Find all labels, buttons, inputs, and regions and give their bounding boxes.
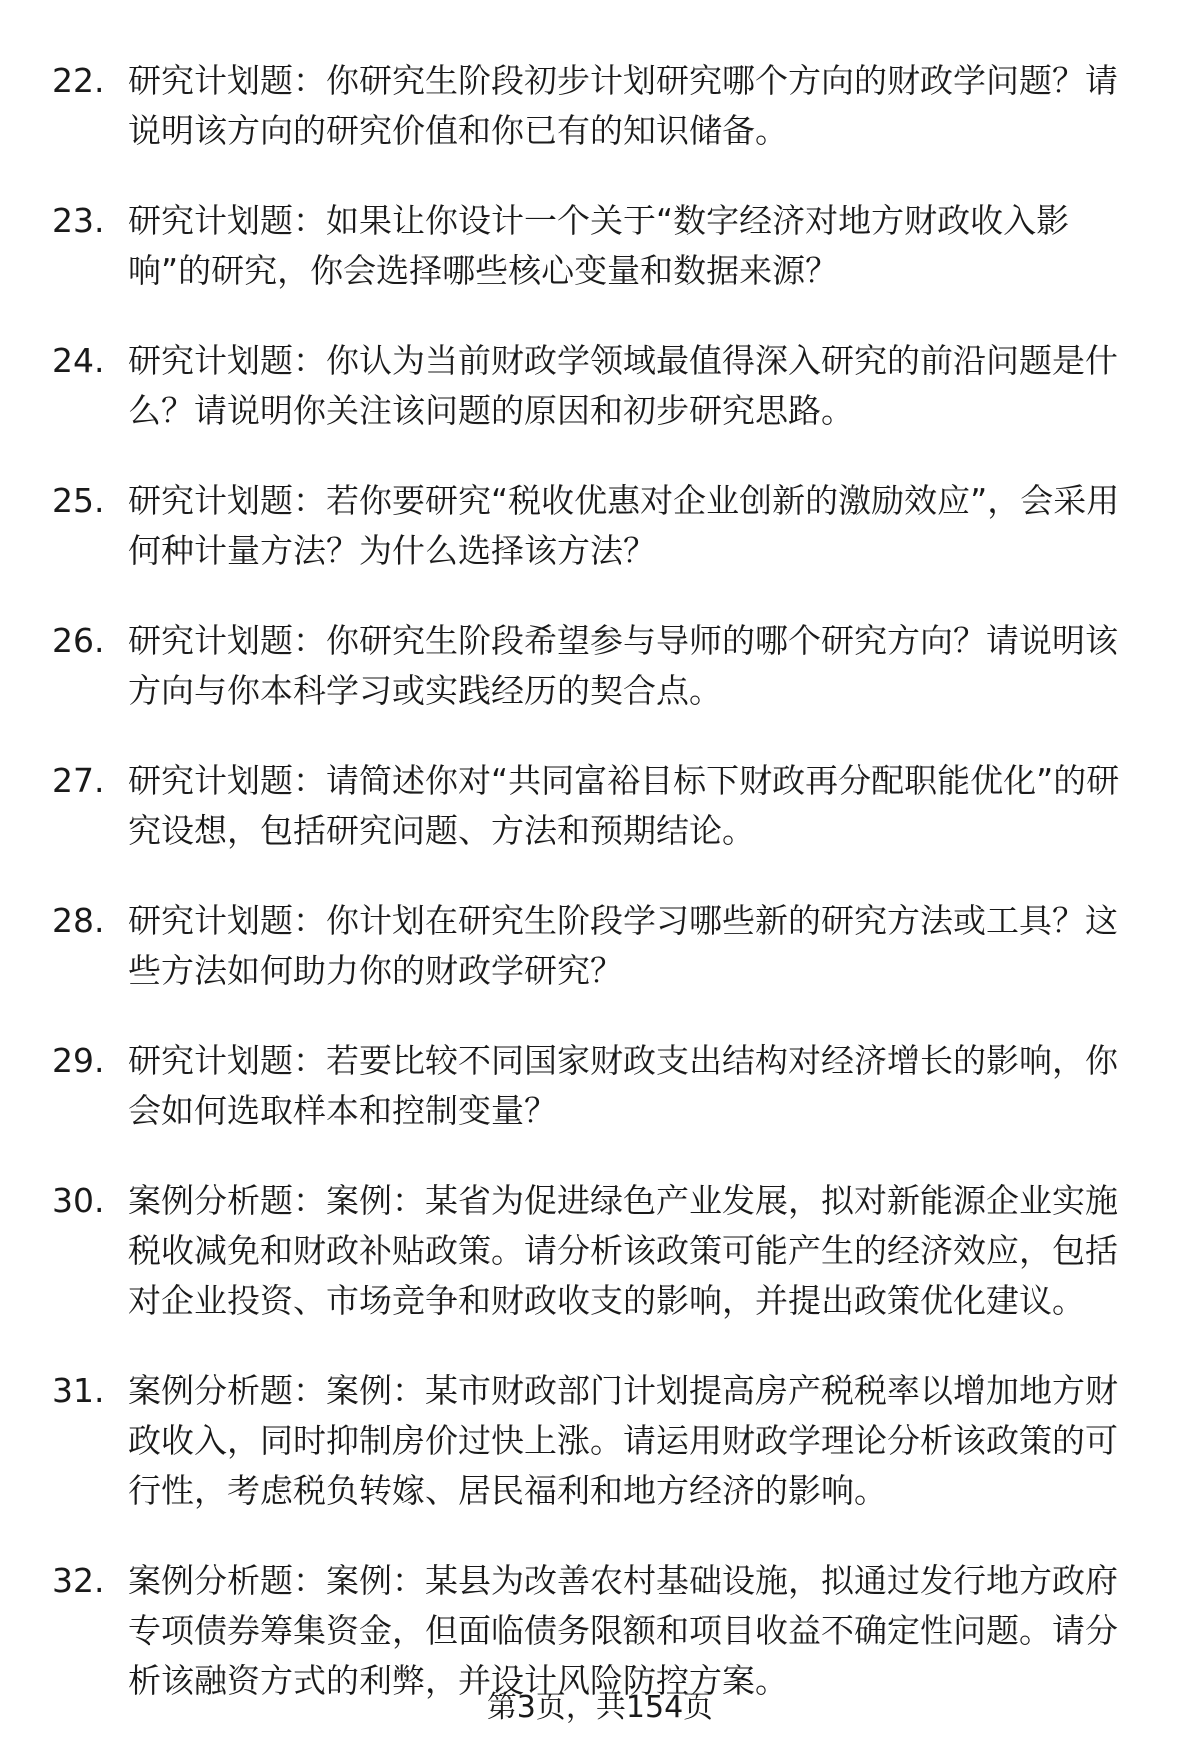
question-text: 研究计划题：你认为当前财政学领域最值得深入研究的前沿问题是什么？请说明你关注该问题的原因和初步研究思路。 — [128, 341, 1118, 430]
question-item — [0, 1036, 1200, 1136]
question-number: 25. — [52, 481, 105, 520]
question-text: 研究计划题：你研究生阶段希望参与导师的哪个研究方向？请说明该方向与你本科学习或实践经历的契合点。 — [128, 621, 1118, 710]
question-item — [0, 616, 1200, 716]
question-item — [0, 896, 1200, 996]
question-text: 研究计划题：你研究生阶段初步计划研究哪个方向的财政学问题？请说明该方向的研究价值和你已有的知识储备。 — [128, 61, 1118, 150]
question-number: 23. — [52, 201, 105, 240]
question-text: 研究计划题：请简述你对“共同富裕目标下财政再分配职能优化”的研究设想，包括研究问题、方法和预期结论。 — [128, 761, 1120, 850]
question-number: 26. — [52, 621, 105, 660]
question-text: 研究计划题：若你要研究“税收优惠对企业创新的激励效应”，会采用何种计量方法？为什么选择该方法？ — [128, 481, 1120, 570]
question-list — [0, 56, 1200, 1746]
page-footer: 第3页，共154页 — [486, 1690, 714, 1725]
question-text: 案例分析题：案例：某县为改善农村基础设施，拟通过发行地方政府专项债券筹集资金，但面临债务限额和项目收益不确定性问题。请分析该融资方式的利弊，并设计风险防控方案。 — [128, 1561, 1118, 1700]
question-text: 案例分析题：案例：某省为促进绿色产业发展，拟对新能源企业实施税收减免和财政补贴政策。请分析该政策可能产生的经济效应，包括对企业投资、市场竞争和财政收支的影响，并提出政策优化建议。 — [128, 1181, 1118, 1320]
question-number: 31. — [52, 1371, 105, 1410]
question-item — [0, 1366, 1200, 1516]
question-text: 案例分析题：案例：某市财政部门计划提高房产税税率以增加地方财政收入，同时抑制房价过快上涨。请运用财政学理论分析该政策的可行性，考虑税负转嫁、居民福利和地方经济的影响。 — [128, 1371, 1118, 1510]
question-number: 22. — [52, 61, 105, 100]
question-item — [0, 196, 1200, 296]
question-item — [0, 756, 1200, 856]
question-text: 研究计划题：若要比较不同国家财政支出结构对经济增长的影响，你会如何选取样本和控制变量？ — [128, 1041, 1118, 1130]
question-item — [0, 476, 1200, 576]
question-number: 27. — [52, 761, 105, 800]
question-number: 28. — [52, 901, 105, 940]
question-text: 研究计划题：你计划在研究生阶段学习哪些新的研究方法或工具？这些方法如何助力你的财政学研究？ — [128, 901, 1118, 990]
question-text: 研究计划题：如果让你设计一个关于“数字经济对地方财政收入影响”的研究，你会选择哪些核心变量和数据来源？ — [128, 201, 1070, 290]
question-item — [0, 1556, 1200, 1706]
question-number: 29. — [52, 1041, 105, 1080]
question-number: 24. — [52, 341, 105, 380]
question-number: 30. — [52, 1181, 105, 1220]
question-item — [0, 1176, 1200, 1326]
question-item — [0, 56, 1200, 156]
question-number: 32. — [52, 1561, 105, 1600]
question-item — [0, 336, 1200, 436]
